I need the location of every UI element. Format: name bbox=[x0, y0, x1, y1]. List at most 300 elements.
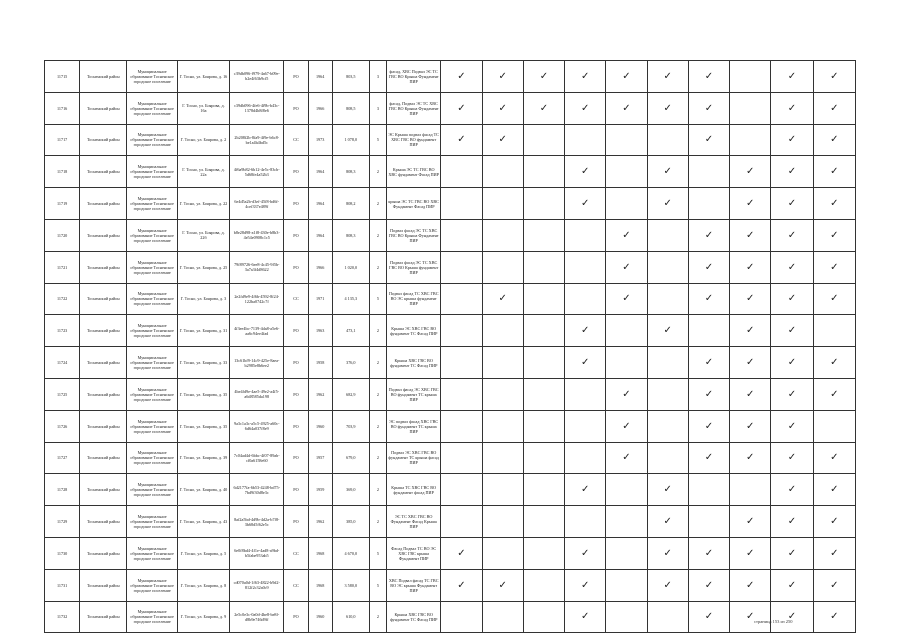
work-check-cell bbox=[565, 537, 606, 569]
year-cell: 1958 bbox=[308, 347, 332, 379]
table-row bbox=[45, 378, 856, 410]
check-mark-icon: ✓ bbox=[830, 198, 839, 210]
district-cell: Тосненский район bbox=[80, 601, 127, 633]
check-mark-icon: ✓ bbox=[746, 452, 755, 464]
address-cell: Г. Тосно, ул. Боярова, д. 22а bbox=[177, 156, 229, 188]
check-mark-icon: ✓ bbox=[581, 102, 590, 114]
floors-cell: 2 bbox=[369, 506, 386, 538]
wall-material-cell: СС bbox=[284, 124, 308, 156]
district-cell: Тосненский район bbox=[80, 569, 127, 601]
check-mark-icon: ✓ bbox=[581, 484, 590, 496]
check-mark-icon: ✓ bbox=[787, 420, 797, 432]
table-row bbox=[45, 61, 856, 93]
year-cell: 1973 bbox=[308, 124, 332, 156]
work-check-cell bbox=[606, 378, 647, 410]
works-list-cell: ЭС Крыша подвал фасад ТС ХВС ГВС ВО фундамент ПИР bbox=[387, 124, 441, 156]
area-cell: 803,5 bbox=[332, 61, 369, 93]
work-check-cell bbox=[523, 315, 564, 347]
wall-material-cell: РО bbox=[284, 442, 308, 474]
work-check-cell bbox=[771, 347, 813, 379]
address-cell: Г. Тосно, ул. Боярова, д. 5 bbox=[177, 537, 229, 569]
work-check-cell bbox=[688, 251, 729, 283]
year-cell: 1964 bbox=[308, 188, 332, 220]
check-mark-icon: ✓ bbox=[663, 484, 672, 496]
work-check-cell bbox=[688, 124, 729, 156]
work-check-cell bbox=[813, 347, 855, 379]
work-check-cell bbox=[771, 251, 813, 283]
check-mark-icon: ✓ bbox=[581, 325, 590, 337]
check-mark-icon: ✓ bbox=[787, 484, 797, 496]
work-check-cell bbox=[606, 315, 647, 347]
work-check-cell bbox=[565, 569, 606, 601]
guid-cell: 13c61bf9-14c9-425e-8aea-b2985e8b6ee2 bbox=[230, 347, 284, 379]
municipality-cell: Муниципальное образование Тосненское городское поселение bbox=[127, 124, 177, 156]
area-cell: 1 078,0 bbox=[332, 124, 369, 156]
work-check-cell bbox=[482, 410, 523, 442]
table-row bbox=[45, 315, 856, 347]
municipality-cell: Муниципальное образование Тосненское городское поселение bbox=[127, 474, 177, 506]
work-check-cell bbox=[688, 537, 729, 569]
district-cell: Тосненский район bbox=[80, 506, 127, 538]
works-list-cell: Крыша ТС ХВС ГВС ВО фундамент фасад ПИР bbox=[387, 474, 441, 506]
work-check-cell bbox=[771, 124, 813, 156]
wall-material-cell: РО bbox=[284, 601, 308, 633]
work-check-cell bbox=[688, 156, 729, 188]
municipality-cell: Муниципальное образование Тосненское городское поселение bbox=[127, 506, 177, 538]
work-check-cell bbox=[688, 347, 729, 379]
work-check-cell bbox=[565, 474, 606, 506]
area-cell: 808,2 bbox=[332, 188, 369, 220]
table-row bbox=[45, 156, 856, 188]
guid-cell: 4f3ee4bc-7139-4da8-a5e6-aa6c94ee4fad bbox=[230, 315, 284, 347]
area-cell: 703,9 bbox=[332, 410, 369, 442]
work-check-cell bbox=[523, 378, 564, 410]
work-check-cell bbox=[482, 474, 523, 506]
guid-cell: 79f89726-6ee8-4c45-9f5b-3a7a3f4d8622 bbox=[230, 251, 284, 283]
work-check-cell bbox=[565, 61, 606, 93]
check-mark-icon: ✓ bbox=[704, 579, 714, 591]
work-check-cell bbox=[523, 506, 564, 538]
address-cell: Г. Тосно, ул. Боярова, д. 43 bbox=[177, 506, 229, 538]
work-check-cell bbox=[730, 92, 771, 124]
row-number-cell: 11731 bbox=[45, 569, 80, 601]
district-cell: Тосненский район bbox=[80, 156, 127, 188]
year-cell: 1960 bbox=[308, 410, 332, 442]
guid-cell: c39db096-4fe6-4f9b-b43c-1378d4b8f8e6 bbox=[230, 92, 284, 124]
works-list-cell: Крыша ЭС ТС ГВС ВО ХВС фундамент Фасад ПИР bbox=[387, 156, 441, 188]
check-mark-icon: ✓ bbox=[830, 166, 839, 178]
guid-cell: 7c04ad4d-6bbc-4f07-89ab-cf0a6158e60 bbox=[230, 442, 284, 474]
work-check-cell bbox=[813, 315, 855, 347]
check-mark-icon: ✓ bbox=[622, 70, 631, 82]
work-check-cell bbox=[730, 124, 771, 156]
work-check-cell bbox=[688, 188, 729, 220]
work-check-cell bbox=[482, 124, 523, 156]
area-cell: 808,3 bbox=[332, 219, 369, 251]
year-cell: 1964 bbox=[308, 219, 332, 251]
year-cell: 1960 bbox=[308, 601, 332, 633]
work-check-cell bbox=[688, 219, 729, 251]
municipality-cell: Муниципальное образование Тосненское городское поселение bbox=[127, 410, 177, 442]
row-number-cell: 11719 bbox=[45, 188, 80, 220]
check-mark-icon: ✓ bbox=[581, 70, 590, 82]
check-mark-icon: ✓ bbox=[830, 547, 839, 559]
table-row bbox=[45, 601, 856, 633]
guid-cell: 6e4d5a2b-d3ef-45f8-bd6f-4cef337e489f bbox=[230, 188, 284, 220]
works-list-cell: Крыша ХВС ГВС ВО фундамент ТС Фасад ПИР bbox=[387, 347, 441, 379]
work-check-cell bbox=[813, 537, 855, 569]
address-cell: Г. Тосно, ул. Боярова, д. 16а bbox=[177, 92, 229, 124]
work-check-cell bbox=[813, 124, 855, 156]
work-check-cell bbox=[647, 506, 688, 538]
municipality-cell: Муниципальное образование Тосненское городское поселение bbox=[127, 188, 177, 220]
year-cell: 1964 bbox=[308, 156, 332, 188]
year-cell: 1968 bbox=[308, 569, 332, 601]
guid-cell: 2e5c0e3c-0a0d-4be8-be8f-d8b9e746d9ff bbox=[230, 601, 284, 633]
work-check-cell bbox=[771, 537, 813, 569]
check-mark-icon: ✓ bbox=[787, 229, 797, 241]
check-mark-icon: ✓ bbox=[663, 547, 672, 559]
municipality-cell: Муниципальное образование Тосненское городское поселение bbox=[127, 442, 177, 474]
wall-material-cell: РО bbox=[284, 251, 308, 283]
wall-material-cell: РО bbox=[284, 92, 308, 124]
row-number-cell: 11718 bbox=[45, 156, 80, 188]
floors-cell: 2 bbox=[369, 315, 386, 347]
area-cell: 4 135,3 bbox=[332, 283, 369, 315]
work-check-cell bbox=[523, 92, 564, 124]
check-mark-icon: ✓ bbox=[787, 166, 797, 178]
work-check-cell bbox=[606, 347, 647, 379]
wall-material-cell: РО bbox=[284, 156, 308, 188]
check-mark-icon: ✓ bbox=[704, 611, 714, 623]
work-check-cell bbox=[771, 156, 813, 188]
row-number-cell: 11729 bbox=[45, 506, 80, 538]
works-list-cell: крыша ЭС ТС ГВС ВО ХВС Фундамент Фасад ПИР bbox=[387, 188, 441, 220]
work-check-cell bbox=[523, 124, 564, 156]
year-cell: 1963 bbox=[308, 315, 332, 347]
check-mark-icon: ✓ bbox=[663, 325, 672, 337]
work-check-cell bbox=[441, 410, 482, 442]
area-cell: 4 670,0 bbox=[332, 537, 369, 569]
year-cell: 1971 bbox=[308, 283, 332, 315]
work-check-cell bbox=[606, 442, 647, 474]
row-number-cell: 11728 bbox=[45, 474, 80, 506]
check-mark-icon: ✓ bbox=[663, 198, 672, 210]
check-mark-icon: ✓ bbox=[746, 166, 755, 178]
wall-material-cell: РО bbox=[284, 347, 308, 379]
table-row bbox=[45, 537, 856, 569]
work-check-cell bbox=[730, 378, 771, 410]
district-cell: Тосненский район bbox=[80, 410, 127, 442]
work-check-cell bbox=[606, 569, 647, 601]
work-check-cell bbox=[771, 506, 813, 538]
check-mark-icon: ✓ bbox=[746, 611, 755, 623]
work-check-cell bbox=[482, 442, 523, 474]
work-check-cell bbox=[441, 283, 482, 315]
work-check-cell bbox=[730, 315, 771, 347]
work-check-cell bbox=[482, 347, 523, 379]
check-mark-icon: ✓ bbox=[457, 547, 466, 559]
guid-cell: 4be4fd9e-4ae5-49e2-a4f5-a6d8585da198 bbox=[230, 378, 284, 410]
area-cell: 808,3 bbox=[332, 156, 369, 188]
work-check-cell bbox=[523, 283, 564, 315]
work-check-cell bbox=[730, 410, 771, 442]
work-check-cell bbox=[771, 315, 813, 347]
municipality-cell: Муниципальное образование Тосненское городское поселение bbox=[127, 219, 177, 251]
work-check-cell bbox=[771, 378, 813, 410]
work-check-cell bbox=[523, 474, 564, 506]
check-mark-icon: ✓ bbox=[787, 388, 797, 400]
floors-cell: 2 bbox=[369, 251, 386, 283]
table-row bbox=[45, 124, 856, 156]
work-check-cell bbox=[771, 601, 813, 633]
guid-cell: 6d2177fa-6b53-4248-bd75-7bd9f30d8e3c bbox=[230, 474, 284, 506]
check-mark-icon: ✓ bbox=[457, 102, 466, 114]
work-check-cell bbox=[730, 283, 771, 315]
check-mark-icon: ✓ bbox=[830, 452, 839, 464]
year-cell: 1966 bbox=[308, 92, 332, 124]
work-check-cell bbox=[565, 506, 606, 538]
check-mark-icon: ✓ bbox=[830, 229, 839, 241]
work-check-cell bbox=[523, 601, 564, 633]
row-number-cell: 11727 bbox=[45, 442, 80, 474]
wall-material-cell: РО bbox=[284, 378, 308, 410]
guid-cell: 4f6a9b82-6b12-4e5c-83cb-5d68fe4a52b3 bbox=[230, 156, 284, 188]
guid-cell: 9a3c1a3c-a5c5-4925-a60c-6d64a037f8e9 bbox=[230, 410, 284, 442]
guid-cell: 8af2a5bd-4d9b-4d2a-b7f8-3b68d5f62e5c bbox=[230, 506, 284, 538]
district-cell: Тосненский район bbox=[80, 347, 127, 379]
work-check-cell bbox=[730, 601, 771, 633]
work-check-cell bbox=[813, 283, 855, 315]
floors-cell: 5 bbox=[369, 569, 386, 601]
work-check-cell bbox=[606, 506, 647, 538]
work-check-cell bbox=[523, 442, 564, 474]
district-cell: Тосненский район bbox=[80, 219, 127, 251]
area-cell: 610,0 bbox=[332, 601, 369, 633]
address-cell: Г. Тосно, ул. Боярова, д. 25 bbox=[177, 251, 229, 283]
work-check-cell bbox=[647, 378, 688, 410]
work-check-cell bbox=[647, 124, 688, 156]
guid-cell: b8e28d98-a1f8-430e-b8b3-4e54e0908c1c5 bbox=[230, 219, 284, 251]
work-check-cell bbox=[606, 156, 647, 188]
check-mark-icon: ✓ bbox=[830, 388, 839, 400]
district-cell: Тосненский район bbox=[80, 474, 127, 506]
work-check-cell bbox=[441, 601, 482, 633]
register-sheet bbox=[44, 60, 856, 633]
table-row bbox=[45, 347, 856, 379]
wall-material-cell: РО bbox=[284, 219, 308, 251]
district-cell: Тосненский район bbox=[80, 442, 127, 474]
district-cell: Тосненский район bbox=[80, 315, 127, 347]
check-mark-icon: ✓ bbox=[787, 547, 797, 559]
work-check-cell bbox=[482, 506, 523, 538]
work-check-cell bbox=[441, 219, 482, 251]
municipality-cell: Муниципальное образование Тосненское городское поселение bbox=[127, 601, 177, 633]
row-number-cell: 11722 bbox=[45, 283, 80, 315]
row-number-cell: 11732 bbox=[45, 601, 80, 633]
district-cell: Тосненский район bbox=[80, 251, 127, 283]
floors-cell: 2 bbox=[369, 601, 386, 633]
check-mark-icon: ✓ bbox=[746, 420, 755, 432]
address-cell: Г. Тосно, ул. Боярова, д. 33 bbox=[177, 347, 229, 379]
work-check-cell bbox=[606, 219, 647, 251]
work-check-cell bbox=[647, 251, 688, 283]
check-mark-icon: ✓ bbox=[704, 420, 714, 432]
row-number-cell: 11723 bbox=[45, 315, 80, 347]
work-check-cell bbox=[730, 537, 771, 569]
check-mark-icon: ✓ bbox=[787, 293, 797, 305]
year-cell: 1957 bbox=[308, 442, 332, 474]
check-mark-icon: ✓ bbox=[830, 293, 839, 305]
check-mark-icon: ✓ bbox=[663, 102, 672, 114]
area-cell: 808,5 bbox=[332, 92, 369, 124]
area-cell: 369,0 bbox=[332, 474, 369, 506]
works-list-cell: Подвал ЭС ХВС ГВС ВО фундамент ТС крыша фасад ПИР bbox=[387, 442, 441, 474]
district-cell: Тосненский район bbox=[80, 61, 127, 93]
work-check-cell bbox=[647, 474, 688, 506]
work-check-cell bbox=[523, 251, 564, 283]
work-check-cell bbox=[813, 156, 855, 188]
check-mark-icon: ✓ bbox=[830, 357, 839, 369]
table-row bbox=[45, 219, 856, 251]
check-mark-icon: ✓ bbox=[746, 388, 755, 400]
check-mark-icon: ✓ bbox=[746, 293, 755, 305]
work-check-cell bbox=[730, 347, 771, 379]
row-number-cell: 11716 bbox=[45, 92, 80, 124]
row-number-cell: 11725 bbox=[45, 378, 80, 410]
check-mark-icon: ✓ bbox=[704, 357, 714, 369]
check-mark-icon: ✓ bbox=[539, 70, 549, 82]
area-cell: 376,0 bbox=[332, 347, 369, 379]
check-mark-icon: ✓ bbox=[581, 547, 590, 559]
check-mark-icon: ✓ bbox=[622, 102, 631, 114]
work-check-cell bbox=[565, 315, 606, 347]
work-check-cell bbox=[441, 569, 482, 601]
work-check-cell bbox=[688, 506, 729, 538]
check-mark-icon: ✓ bbox=[787, 516, 797, 528]
check-mark-icon: ✓ bbox=[663, 579, 672, 591]
work-check-cell bbox=[606, 251, 647, 283]
floors-cell: 3 bbox=[369, 92, 386, 124]
work-check-cell bbox=[523, 569, 564, 601]
work-check-cell bbox=[565, 378, 606, 410]
work-check-cell bbox=[813, 378, 855, 410]
table-body bbox=[45, 61, 856, 633]
check-mark-icon: ✓ bbox=[622, 388, 631, 400]
floors-cell: 2 bbox=[369, 442, 386, 474]
check-mark-icon: ✓ bbox=[622, 293, 631, 305]
work-check-cell bbox=[771, 569, 813, 601]
works-list-cell: Крыша ХВС ГВС ВО фундамент ТС Фасад ПИР bbox=[387, 601, 441, 633]
check-mark-icon: ✓ bbox=[704, 70, 714, 82]
work-check-cell bbox=[523, 188, 564, 220]
work-check-cell bbox=[565, 410, 606, 442]
check-mark-icon: ✓ bbox=[622, 261, 631, 273]
address-cell: Г. Тосно, ул. Боярова, д. 22б bbox=[177, 219, 229, 251]
check-mark-icon: ✓ bbox=[581, 611, 590, 623]
work-check-cell bbox=[647, 219, 688, 251]
work-check-cell bbox=[441, 474, 482, 506]
floors-cell: 2 bbox=[369, 347, 386, 379]
check-mark-icon: ✓ bbox=[581, 198, 590, 210]
work-check-cell bbox=[730, 188, 771, 220]
work-check-cell bbox=[647, 188, 688, 220]
work-check-cell bbox=[688, 410, 729, 442]
work-check-cell bbox=[688, 92, 729, 124]
works-list-cell: Подвал фасад ЭС ТС ХВС ГВС ВО Крыша Фундамент ПИР bbox=[387, 219, 441, 251]
table-row bbox=[45, 506, 856, 538]
check-mark-icon: ✓ bbox=[787, 452, 797, 464]
check-mark-icon: ✓ bbox=[581, 166, 590, 178]
check-mark-icon: ✓ bbox=[787, 134, 797, 146]
works-list-cell: ЭС подвал фасад ХВС ГВС ВО фундамент ТС крыша ПИР bbox=[387, 410, 441, 442]
work-check-cell bbox=[482, 188, 523, 220]
address-cell: Г. Тосно, ул. Боярова, д. 40 bbox=[177, 474, 229, 506]
row-number-cell: 11717 bbox=[45, 124, 80, 156]
floors-cell: 5 bbox=[369, 283, 386, 315]
work-check-cell bbox=[606, 537, 647, 569]
wall-material-cell: СС bbox=[284, 569, 308, 601]
table-row bbox=[45, 251, 856, 283]
floors-cell: 2 bbox=[369, 219, 386, 251]
area-cell: 473,1 bbox=[332, 315, 369, 347]
check-mark-icon: ✓ bbox=[787, 611, 797, 623]
work-check-cell bbox=[523, 537, 564, 569]
check-mark-icon: ✓ bbox=[704, 293, 714, 305]
table-row bbox=[45, 410, 856, 442]
work-check-cell bbox=[565, 251, 606, 283]
guid-cell: 2e2fd9e9-4f6b-4592-8f24-122ba0742c7f bbox=[230, 283, 284, 315]
check-mark-icon: ✓ bbox=[830, 70, 839, 82]
work-check-cell bbox=[523, 219, 564, 251]
work-check-cell bbox=[771, 188, 813, 220]
floors-cell: 2 bbox=[369, 474, 386, 506]
municipality-cell: Муниципальное образование Тосненское городское поселение bbox=[127, 251, 177, 283]
check-mark-icon: ✓ bbox=[498, 70, 507, 82]
guid-cell: c39db096-f979-4a67-b09e-b2e4f63b9cf5 bbox=[230, 61, 284, 93]
year-cell: 1968 bbox=[308, 537, 332, 569]
check-mark-icon: ✓ bbox=[746, 325, 755, 337]
district-cell: Тосненский район bbox=[80, 378, 127, 410]
area-cell: 3 580,0 bbox=[332, 569, 369, 601]
check-mark-icon: ✓ bbox=[581, 357, 590, 369]
work-check-cell bbox=[647, 347, 688, 379]
check-mark-icon: ✓ bbox=[787, 70, 797, 82]
address-cell: Г. Тосно, ул. Боярова, д. 31 bbox=[177, 315, 229, 347]
check-mark-icon: ✓ bbox=[787, 579, 797, 591]
work-check-cell bbox=[730, 474, 771, 506]
work-check-cell bbox=[647, 442, 688, 474]
work-check-cell bbox=[565, 601, 606, 633]
municipality-cell: Муниципальное образование Тосненское городское поселение bbox=[127, 537, 177, 569]
municipality-cell: Муниципальное образование Тосненское городское поселение bbox=[127, 347, 177, 379]
check-mark-icon: ✓ bbox=[663, 166, 672, 178]
work-check-cell bbox=[606, 410, 647, 442]
district-cell: Тосненский район bbox=[80, 124, 127, 156]
works-list-cell: ЭС ТС ХВС ГВС ВО Фундамент Фасад Крыша ПИР bbox=[387, 506, 441, 538]
work-check-cell bbox=[482, 251, 523, 283]
work-check-cell bbox=[813, 219, 855, 251]
work-check-cell bbox=[688, 283, 729, 315]
check-mark-icon: ✓ bbox=[830, 261, 839, 273]
work-check-cell bbox=[482, 569, 523, 601]
area-cell: 1 020,0 bbox=[332, 251, 369, 283]
area-cell: 682,9 bbox=[332, 378, 369, 410]
work-check-cell bbox=[730, 569, 771, 601]
check-mark-icon: ✓ bbox=[704, 229, 714, 241]
check-mark-icon: ✓ bbox=[457, 70, 466, 82]
check-mark-icon: ✓ bbox=[746, 579, 755, 591]
